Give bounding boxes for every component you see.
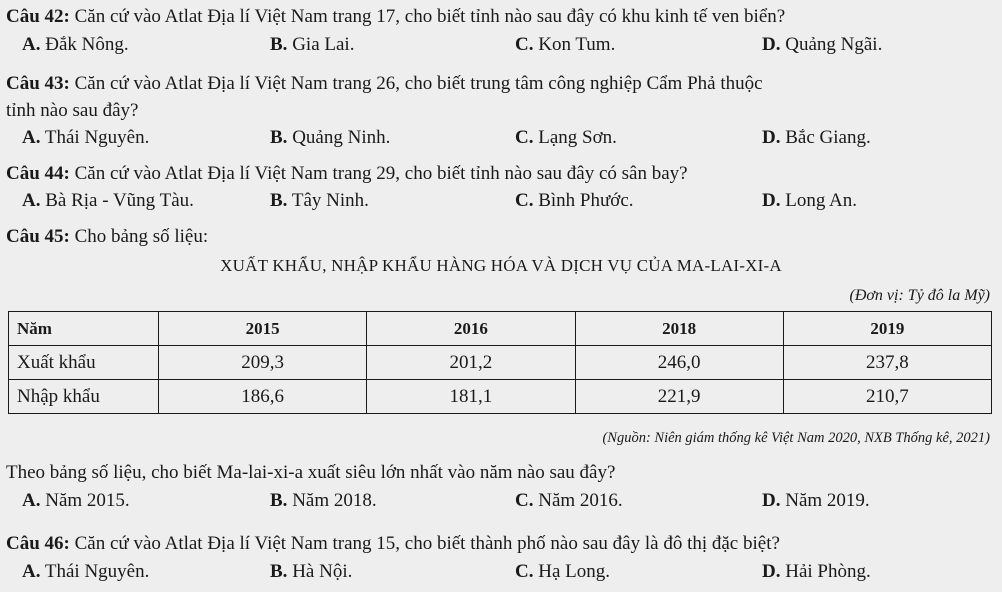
option-a[interactable] (22, 33, 129, 57)
table-cell: 246,0 (575, 346, 783, 380)
question-43-continued: tỉnh nào sau đây? (6, 100, 139, 121)
option-text: Bắc Giang. (780, 127, 871, 148)
option-text: Bà Rịa - Vũng Tàu. (40, 190, 194, 211)
option-a[interactable] (22, 189, 194, 213)
question-44 (6, 162, 688, 186)
option-text: Thái Nguyên. (40, 127, 150, 148)
question-45-prompt: Theo bảng số liệu, cho biết Ma-lai-xi-a xuất siêu lớn nhất vào năm nào sau đây? (6, 462, 616, 483)
option-letter: D. (762, 127, 781, 148)
option-letter: C. (515, 190, 534, 211)
option-d[interactable] (762, 189, 857, 213)
option-text: Bình Phước. (533, 190, 634, 211)
table-cell: 186,6 (159, 380, 367, 414)
option-letter: B. (270, 490, 288, 511)
question-text: Căn cứ vào Atlat Địa lí Việt Nam trang 29, cho biết tỉnh nào sau đây có sân bay? (69, 163, 688, 184)
option-letter: A. (22, 34, 41, 55)
option-text: Đắk Nông. (40, 34, 129, 55)
option-letter: C. (515, 561, 534, 582)
question-label: Câu 44: (6, 163, 70, 184)
table-row (9, 346, 992, 380)
table-cell: 221,9 (575, 380, 783, 414)
row-label: Nhập khẩu (9, 380, 159, 414)
table-cell: 201,2 (367, 346, 575, 380)
table-cell: 209,3 (159, 346, 367, 380)
option-text: Gia Lai. (287, 34, 355, 55)
table-cell: 237,8 (783, 346, 991, 380)
option-letter: C. (515, 490, 534, 511)
header-cell: 2016 (367, 312, 575, 346)
question-43 (6, 72, 763, 96)
option-text: Quảng Ninh. (287, 127, 391, 148)
option-d[interactable] (762, 33, 882, 57)
option-b[interactable] (270, 189, 369, 213)
question-45 (6, 225, 208, 249)
option-text: Hải Phòng. (780, 561, 871, 582)
option-letter: D. (762, 34, 781, 55)
table-row (9, 380, 992, 414)
option-c[interactable] (515, 489, 623, 513)
option-a[interactable] (22, 126, 149, 150)
option-b[interactable] (270, 489, 377, 513)
option-letter: C. (515, 127, 534, 148)
question-text: Căn cứ vào Atlat Địa lí Việt Nam trang 26, cho biết trung tâm công nghiệp Cẩm Phả thuộc (69, 73, 763, 94)
option-a[interactable] (22, 489, 130, 513)
option-letter: B. (270, 190, 288, 211)
option-letter: A. (22, 490, 41, 511)
question-label: Câu 43: (6, 73, 70, 94)
header-cell: 2018 (575, 312, 783, 346)
option-d[interactable] (762, 489, 870, 513)
option-c[interactable] (515, 560, 610, 584)
table-cell: 210,7 (783, 380, 991, 414)
option-text: Kon Tum. (533, 34, 616, 55)
option-letter: A. (22, 561, 41, 582)
option-text: Năm 2015. (40, 490, 130, 511)
option-letter: A. (22, 127, 41, 148)
table-unit: (Đơn vị: Tỷ đô la Mỹ) (849, 287, 990, 304)
table-title: XUẤT KHẨU, NHẬP KHẨU HÀNG HÓA VÀ DỊCH VỤ CỦA MA-LAI-XI-A (220, 256, 782, 275)
data-table (8, 311, 992, 414)
option-d[interactable] (762, 560, 871, 584)
option-d[interactable] (762, 126, 871, 150)
row-label: Xuất khẩu (9, 346, 159, 380)
header-cell: Năm (9, 312, 159, 346)
option-text: Năm 2018. (287, 490, 377, 511)
option-text: Quảng Ngãi. (780, 34, 883, 55)
table-cell: 181,1 (367, 380, 575, 414)
option-letter: D. (762, 561, 781, 582)
option-b[interactable] (270, 33, 354, 57)
option-text: Năm 2019. (780, 490, 870, 511)
question-46 (6, 532, 780, 556)
option-b[interactable] (270, 560, 352, 584)
question-label: Câu 46: (6, 533, 70, 554)
option-b[interactable] (270, 126, 390, 150)
header-cell: 2015 (159, 312, 367, 346)
question-42 (6, 5, 785, 29)
option-c[interactable] (515, 189, 634, 213)
option-c[interactable] (515, 126, 617, 150)
table-header-row (9, 312, 992, 346)
option-text: Thái Nguyên. (40, 561, 150, 582)
question-text: Căn cứ vào Atlat Địa lí Việt Nam trang 17, cho biết tỉnh nào sau đây có khu kinh tế ven biển? (69, 6, 786, 27)
option-letter: D. (762, 190, 781, 211)
table-source: (Nguồn: Niên giám thống kê Việt Nam 2020, NXB Thống kê, 2021) (602, 430, 990, 446)
option-letter: B. (270, 561, 288, 582)
option-letter: B. (270, 34, 288, 55)
option-text: Hạ Long. (533, 561, 610, 582)
option-text: Năm 2016. (533, 490, 623, 511)
option-letter: D. (762, 490, 781, 511)
header-cell: 2019 (783, 312, 991, 346)
question-label: Câu 45: (6, 226, 70, 247)
option-letter: A. (22, 190, 41, 211)
option-text: Tây Ninh. (287, 190, 369, 211)
question-text: Căn cứ vào Atlat Địa lí Việt Nam trang 15, cho biết thành phố nào sau đây là đô thị đặc biệt? (69, 533, 780, 554)
question-label: Câu 42: (6, 6, 70, 27)
option-text: Lạng Sơn. (533, 127, 617, 148)
option-text: Hà Nội. (287, 561, 353, 582)
question-text: Cho bảng số liệu: (69, 226, 209, 247)
option-text: Long An. (780, 190, 858, 211)
option-a[interactable] (22, 560, 149, 584)
option-letter: C. (515, 34, 534, 55)
option-letter: B. (270, 127, 288, 148)
option-c[interactable] (515, 33, 615, 57)
